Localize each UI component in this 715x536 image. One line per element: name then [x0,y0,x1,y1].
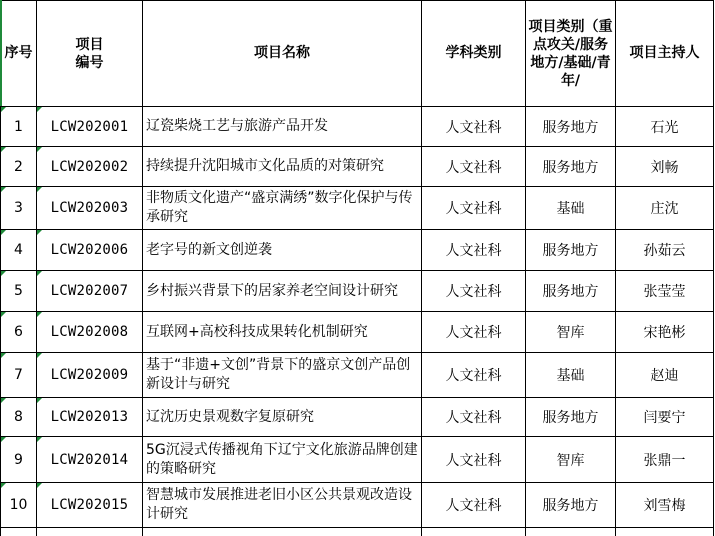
cell-code[interactable] [37,483,143,528]
cell-code[interactable] [37,437,143,483]
header-name[interactable]: 项目名称 [143,1,422,107]
cell-marker [1,398,6,403]
cell-name[interactable]: 5G沉浸式传播视角下辽宁文化旅游品牌创建的策略研究 [143,437,422,483]
cell-code[interactable] [37,271,143,312]
cell-discipline[interactable]: 人文社科 [422,271,526,312]
cell-code[interactable] [37,312,143,353]
cell-host[interactable]: 孙茹云 [616,230,714,271]
cell-type[interactable]: 基础 [526,353,616,398]
table-row [1,483,714,528]
cell-name[interactable]: 老字号的新文创逆袭 [143,230,422,271]
cell-host[interactable]: 赵迪 [616,353,714,398]
cell-seq[interactable] [1,187,37,230]
header-type-text: 项目类别（重点攻关/服务地方/基础/青年/ [528,18,613,89]
table-row [1,398,714,437]
cell-name[interactable]: 辽沈历史景观数字复原研究 [143,398,422,437]
cell-host[interactable]: 宋艳彬 [616,312,714,353]
cell-host[interactable]: 张莹莹 [616,271,714,312]
cell-name[interactable]: 非物质文化遗产“盛京满绣”数字化保护与传承研究 [143,187,422,230]
cell-discipline[interactable]: 人文社科 [422,437,526,483]
cell-name[interactable]: 辽瓷柴烧工艺与旅游产品开发 [143,107,422,147]
cell-type[interactable]: 智库 [526,312,616,353]
cell-code[interactable] [37,353,143,398]
cell-seq-text: 5 [14,283,23,299]
cell-seq[interactable] [1,312,37,353]
cell-discipline[interactable]: 人文社科 [422,312,526,353]
cell-marker [37,271,42,276]
header-row [1,1,714,107]
cell-seq-text: 4 [14,242,23,258]
cell-seq[interactable] [1,230,37,271]
cell-marker [1,107,6,112]
cell-code-text: LCW202013 [50,409,129,425]
cell-type[interactable]: 基础 [526,187,616,230]
cell-marker [37,230,42,235]
table-row [1,437,714,483]
cell-code-text: LCW202009 [50,367,129,383]
cell-marker [37,483,42,488]
cell-code-text: LCW202014 [50,451,129,468]
cell-discipline[interactable]: 人文社科 [422,147,526,187]
cell-seq-text: 3 [14,200,23,216]
cell-marker [37,437,42,442]
cell-name[interactable]: 智慧城市发展推进老旧小区公共景观改造设计研究 [143,483,422,528]
cell-host[interactable]: 张鼎一 [616,437,714,483]
cell-seq-text: 8 [14,409,23,425]
cell-seq[interactable] [1,483,37,528]
table-row [1,312,714,353]
cell-seq[interactable] [1,147,37,187]
cell-code[interactable] [37,230,143,271]
cell-seq-text: 10 [9,497,28,513]
cell-marker [1,312,6,317]
cell-discipline[interactable]: 人文社科 [422,107,526,147]
cell-type[interactable]: 服务地方 [526,271,616,312]
header-host[interactable]: 项目主持人 [616,1,714,107]
cell-discipline[interactable]: 人文社科 [422,483,526,528]
cell-marker [37,187,42,192]
header-type[interactable] [526,1,616,107]
cell-empty[interactable] [37,528,143,536]
cell-marker [37,353,42,358]
cell-seq-text: 6 [14,324,23,340]
cell-marker [1,147,6,152]
cell-marker [37,312,42,317]
table-row [1,187,714,230]
cell-host[interactable]: 刘畅 [616,147,714,187]
cell-host[interactable]: 石光 [616,107,714,147]
cell-marker [37,147,42,152]
cell-empty[interactable] [526,528,616,536]
cell-name[interactable]: 持续提升沈阳城市文化品质的对策研究 [143,147,422,187]
selection-edge [0,0,2,106]
cell-host[interactable]: 刘雪梅 [616,483,714,528]
cell-seq[interactable] [1,271,37,312]
cell-empty[interactable] [616,528,714,536]
cell-seq-text: 1 [14,118,23,135]
cell-marker [1,271,6,276]
cell-type[interactable]: 服务地方 [526,483,616,528]
cell-code[interactable] [37,398,143,437]
header-seq[interactable]: 序号 [1,1,37,107]
cell-type[interactable]: 服务地方 [526,107,616,147]
cell-discipline[interactable]: 人文社科 [422,230,526,271]
cell-seq-text: 9 [14,451,23,468]
cell-code-text: LCW202008 [50,324,129,340]
cell-host[interactable]: 庄沈 [616,187,714,230]
table-row [1,107,714,147]
cell-marker [1,230,6,235]
cell-code-text: LCW202015 [50,497,129,513]
cell-marker [37,107,42,112]
cell-type[interactable]: 服务地方 [526,398,616,437]
cell-seq[interactable] [1,107,37,147]
table-row [1,230,714,271]
cell-name[interactable]: 乡村振兴背景下的居家养老空间设计研究 [143,271,422,312]
cell-seq-text: 2 [14,158,23,175]
table-row-partial [1,528,714,536]
cell-code-text: LCW202002 [50,158,129,175]
table-row [1,271,714,312]
cell-host[interactable]: 闫要宁 [616,398,714,437]
cell-seq-text: 7 [14,367,23,383]
cell-type[interactable]: 服务地方 [526,147,616,187]
cell-marker [1,483,6,488]
cell-code-text: LCW202003 [50,200,129,216]
cell-seq[interactable] [1,398,37,437]
cell-discipline[interactable]: 人文社科 [422,187,526,230]
cell-marker [1,353,6,358]
table-row [1,147,714,187]
cell-seq[interactable] [1,353,37,398]
cell-empty[interactable] [422,528,526,536]
cell-code[interactable] [37,147,143,187]
cell-name[interactable]: 互联网+高校科技成果转化机制研究 [143,312,422,353]
header-code-text: 项目编号 [75,36,104,71]
cell-seq[interactable] [1,437,37,483]
cell-code-text: LCW202001 [50,118,129,135]
cell-empty[interactable] [143,528,422,536]
cell-code-text: LCW202006 [50,242,129,258]
header-discipline[interactable]: 学科类别 [422,1,526,107]
cell-name[interactable]: 基于“非遗+文创”背景下的盛京文创产品创新设计与研究 [143,353,422,398]
cell-type[interactable]: 服务地方 [526,230,616,271]
cell-code[interactable] [37,187,143,230]
cell-marker [1,437,6,442]
cell-code-text: LCW202007 [50,283,129,299]
cell-discipline[interactable]: 人文社科 [422,398,526,437]
cell-discipline[interactable]: 人文社科 [422,353,526,398]
cell-marker [1,187,6,192]
cell-type[interactable]: 智库 [526,437,616,483]
cell-code[interactable] [37,107,143,147]
cell-marker [37,398,42,403]
header-code[interactable] [37,1,143,107]
table-row [1,353,714,398]
cell-empty[interactable] [1,528,37,536]
